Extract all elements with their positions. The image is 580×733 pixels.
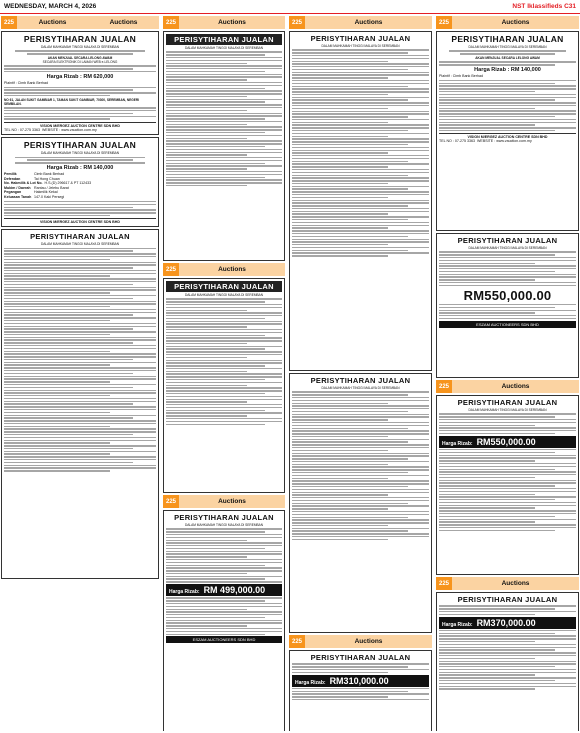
auction-notice-12: PERISYTIHARAN JUALAN DALAM MAHKAMAH TINGGI MALAYA DI SEREMBAN Harga Rizab: RM550,000.00 [436, 395, 579, 575]
auction-notice-8: PERISYTIHARAN JUALAN DALAM MAHKAMAH TINGGI MALAYA DI SEREMBAN [289, 373, 432, 633]
section-header: 225 Auctions Auctions [1, 16, 159, 29]
notice-title: PERISYTIHARAN JUALAN [23, 34, 137, 44]
auction-notice-2: PERISYTIHARAN JUALAN DALAM MAHKAMAH TINGGI MALAYA DI SEREMBAN Harga Rizab : RM 140,000 Pemilik Cimb Bank Berhad Defendan Tai Hong Chuan No. Hakmilik & Lot No. H.S.(D) 296617 & PT 112433 Mukim / Daerah Rantau / Jelebu Barat Pegangan Hakmilik Kekal Keluasan Tanah 147.0 Kaki Persegi VISION M/ERGEZ AUCTION CENTRE SDN BHD [1, 137, 159, 227]
auction-notice-7: PERISYTIHARAN JUALAN DALAM MAHKAMAH TINGGI MALAYA DI SEREMBAN [289, 31, 432, 371]
auction-notice-11: PERISYTIHARAN JUALAN DALAM MAHKAMAH TINGGI MALAYA DI SEREMBAN RM550,000.00 ESZAM AUCTIONEERS SDN BHD [436, 233, 579, 378]
reserve-price-large: RM550,000.00 [463, 287, 552, 303]
page-date: WEDNESDAY, MARCH 4, 2026 [4, 3, 97, 10]
column-4: 225 Auctions PERISYTIHARAN JUALAN DALAM MAHKAMAH TINGGI MALAYA DI SEREMBAN AKAN MENJUAL SECARA LELONG AWAM Harga Rizab : RM 140,000 Plaintif : Cimb Bank Berhad VISION M/ERGEZ AUCTION CENTRE SDN BHD TEL NO : 07-275 3363 WEBSITE : www.vauction.com.my PERISYTIHARAN JUALAN DALAM MAHKAMAH TINGGI MALAYA DI SEREMBAN RM550,000.00 ESZAM AUCTIONEERS SDN BHD 225 Auctions PERISYTIHARAN JUALAN DALAM MAHKAMAH TINGGI MALAYA DI SEREMBAN Harga Rizab: RM550,000.00 225 Auctions PERISYTIHARAN JUALAN Harga Rizab: RM370,000.00 [435, 16, 580, 731]
column-3: 225 Auctions PERISYTIHARAN JUALAN DALAM MAHKAMAH TINGGI MALAYA DI SEREMBAN PERISYTIHARAN JUALAN DALAM MAHKAMAH TINGGI MALAYA DI SEREMBAN 225 Auctions PERISYTIHARAN JUALAN Harga Rizab: RM310,000.00 [288, 16, 433, 731]
auction-notice-10: PERISYTIHARAN JUALAN DALAM MAHKAMAH TINGGI MALAYA DI SEREMBAN AKAN MENJUAL SECARA LELONG AWAM Harga Rizab : RM 140,000 Plaintif : Cimb Bank Berhad VISION M/ERGEZ AUCTION CENTRE SDN BHD TEL NO : 07-275 3363 WEBSITE : www.vauction.com.my [436, 31, 579, 231]
auction-notice-13: PERISYTIHARAN JUALAN Harga Rizab: RM370,000.00 [436, 592, 579, 731]
auction-notice-3: PERISYTIHARAN JUALAN DALAM MAHKAMAH TINGGI MALAYA DI SEREMBAN [1, 229, 159, 579]
auction-notice-4: PERISYTIHARAN JUALAN DALAM MAHKAMAH TINGGI MALAYA DI SEREMBAN [163, 31, 285, 261]
auction-notice-9: PERISYTIHARAN JUALAN Harga Rizab: RM310,000.00 [289, 650, 432, 731]
page-folio: NST Iklassifieds C31 [512, 3, 576, 10]
auction-notice: PERISYTIHARAN JUALAN DALAM MAHKAMAH TINGGI MALAYA DI SEREMBAN AKAN MENJUAL SECARA LELONG AWAM SECARA ELEKTRONIK DI LAMAN WEB e-LELONG Harga Rizab : RM 620,000 Plaintif : Cimb Bank Berhad NO 61, JALAN SUKIT GAMBIAR 1, TAMAN SUKIT GAMBIAR, 70300, SEREMBAN, NEGERI SEMBILAN. VISION M/ERGEZ AUCTION CENTRE SDN BHD TEL NO : 07-275 3363 WEBSITE : www.vauction.com.my [1, 31, 159, 135]
reserve-price: Harga Rizab : RM 620,000 [46, 73, 114, 80]
auction-notice-5: PERISYTIHARAN JUALAN DALAM MAHKAMAH TINGGI MALAYA DI SEREMBAN [163, 278, 285, 493]
page-header [0, 0, 580, 14]
reserve-price: Harga Rizab: RM 499,000.00 [166, 584, 282, 596]
column-2: 225 Auctions PERISYTIHARAN JUALAN DALAM MAHKAMAH TINGGI MALAYA DI SEREMBAN 225 Auctions PERISYTIHARAN JUALAN DALAM MAHKAMAH TINGGI MALAYA DI SEREMBAN 225 Auctions PERISYTIHARAN JUALAN DALAM MAHKAMAH TINGGI MALAYA DI SEREMBAN Harga Rizab: RM 499,000.00 ESZAM AUCTIONEERS SDN BHD [162, 16, 286, 731]
column-1 [0, 16, 160, 731]
auction-notice-6: PERISYTIHARAN JUALAN DALAM MAHKAMAH TINGGI MALAYA DI SEREMBAN Harga Rizab: RM 499,000.00 ESZAM AUCTIONEERS SDN BHD [163, 510, 285, 731]
notice-court: DALAM MAHKAMAH TINGGI MALAYA DI SEREMBAN [40, 45, 120, 49]
